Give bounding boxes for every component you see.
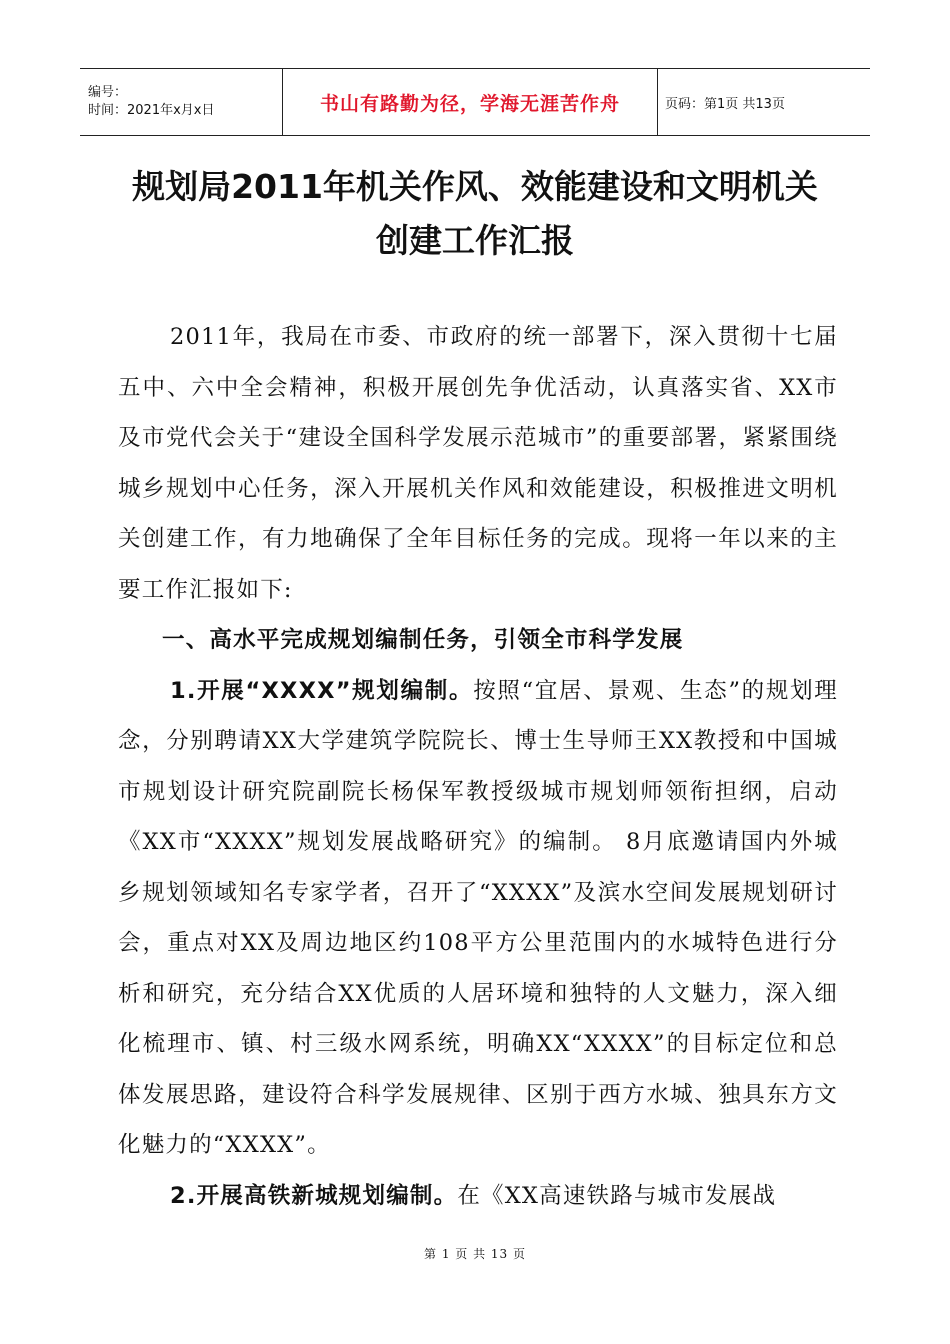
header-page-number: 页码：第1页 共13页 [665,96,785,112]
section-heading-1: 一、高水平完成规划编制任务，引领全市科学发展 [162,627,684,653]
item-paragraph-2 [118,1171,838,1222]
document-header [80,68,870,136]
item-2-text: 在《XX高速铁路与城市发展战 [457,1182,777,1209]
page-footer: 第 1 页 共 13 页 [424,1247,526,1261]
document-title [60,160,890,268]
header-meta [80,69,282,135]
item-2-lead: 2.开展高铁新城规划编制。 [170,1182,458,1209]
item-paragraph-1 [118,666,838,1171]
header-motto-cell [282,69,658,135]
header-motto: 书山有路勤为径，学海无涯苦作舟 [319,92,620,115]
title-line-2: 创建工作汇报 [376,221,574,260]
document-number-label: 编号： [88,85,128,100]
intro-paragraph: 2011年，我局在市委、市政府的统一部署下，深入贯彻十七届五中、六中全会精神，积极开展创先争优活动，认真落实省、XX市及市党代会关于“建设全国科学发展示范城市”的重要部署，紧紧围绕城乡规划中心任务，深入开展机关作风和效能建设，积极推进文明机关创建工作，有力地确保了全年目标任务的完成。现将一年以来的主要工作汇报如下: [118,324,838,603]
header-page-cell [658,69,870,135]
document-time-label: 时间：2021年x月x日 [88,103,215,118]
title-line-1: 规划局2011年机关作风、效能建设和文明机关 [132,167,818,206]
document-body [118,312,838,1221]
item-1-lead: 1.开展“XXXX”规划编制。 [170,677,474,704]
item-1-text: 按照“宜居、景观、生态”的规划理念，分别聘请XX大学建筑学院院长、博士生导师王XX教授和中国城市规划设计研究院副院长杨保军教授级城市规划师领衔担纲，启动《XX市“XXXX”规划发展战略研究》的编制。 8月底邀请国内外城乡规划领域知名专家学者，召开了“XXXX”及滨水空间发展规划研讨会，重点对XX及周边地区约108平方公里范围内的水城特色进行分析和研究，充分结合XX优质的人居环境和独特的人文魅力，深入细化梳理市、镇、村三级水网系统，明确XX“XXXX”的目标定位和总体发展思路，建设符合科学发展规律、区别于西方水城、独具东方文化魅力的“XXXX”。 [118,677,838,1158]
